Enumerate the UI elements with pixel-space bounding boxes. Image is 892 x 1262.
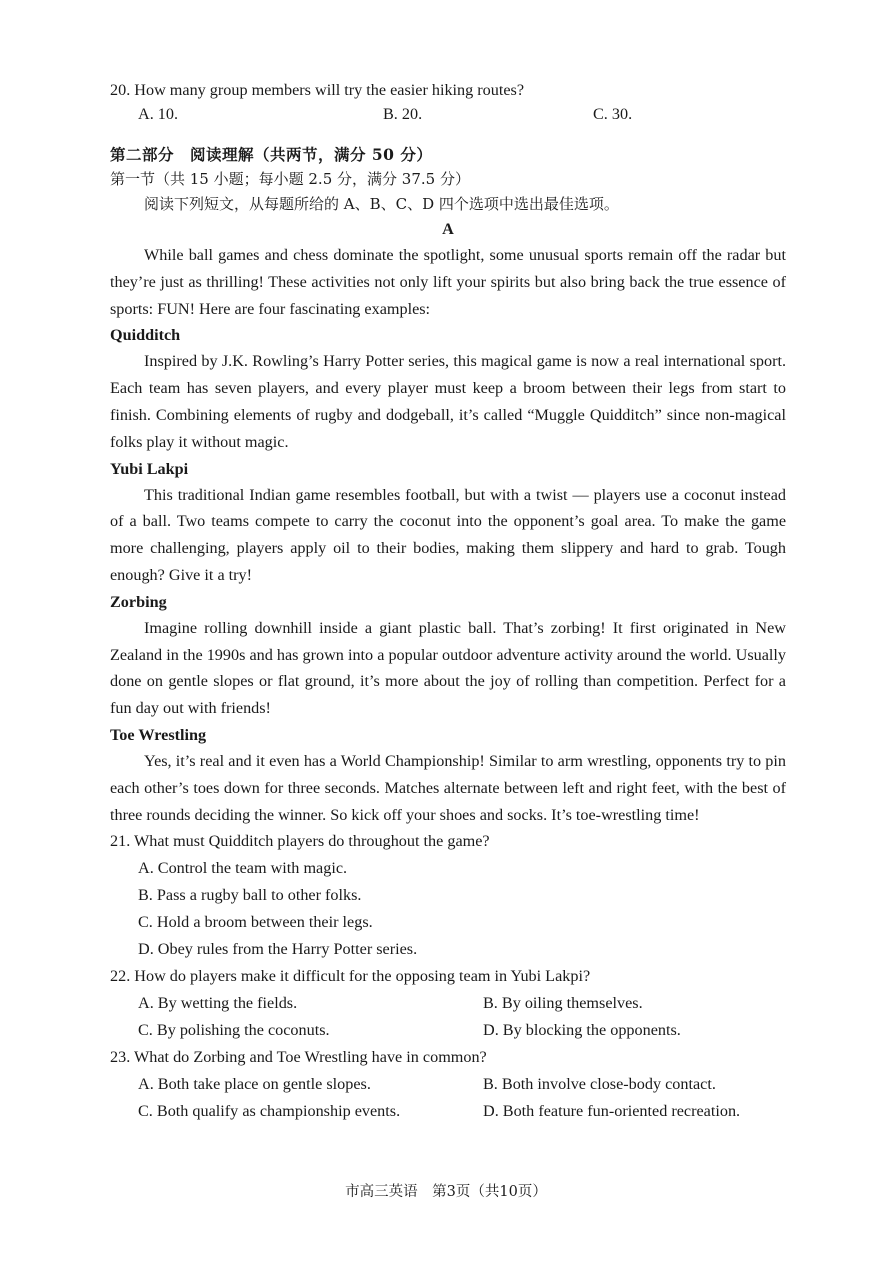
option-a: A. 10. — [138, 105, 179, 123]
question-23-options-row-1 — [110, 1071, 786, 1098]
section-title: 第二部分 阅读理解（共两节，满分 50 分） — [110, 145, 433, 164]
option-c: C. By polishing the coconuts. — [138, 1021, 330, 1040]
exam-page — [110, 78, 786, 1125]
sport-heading: Yubi Lakpi — [110, 459, 189, 478]
option-d: D. Both feature fun-oriented recreation. — [483, 1102, 741, 1121]
option-a: A. Control the team with magic. — [138, 859, 348, 878]
sport-paragraph: Inspired by J.K. Rowling’s Harry Potter series, this magical game is now a real international sport. Each team has seven players, and every player must keep a broom between their legs from start to finish. Combining elements of rugby and dodgeball, it’s called “Muggle Quidditch” since non-magical folks play it without magic. — [110, 352, 786, 451]
page-footer: 市高三英语 第3页（共10页） — [345, 1184, 547, 1200]
sport-heading: Zorbing — [110, 592, 167, 611]
option-a: A. By wetting the fields. — [138, 994, 298, 1013]
sport-paragraph: This traditional Indian game resembles football, but with a twist — players use a coconut instead of a ball. Two teams compete to carry the coconut into the opponent’s goal area. To make the game more challenging, players apply oil to their bodies, making them slippery and hard to grab. Tough enough? Give it a try! — [110, 485, 786, 584]
option-d: D. Obey rules from the Harry Potter series. — [138, 940, 418, 959]
option-b: B. By oiling themselves. — [483, 994, 643, 1013]
option-c: C. 30. — [593, 105, 633, 123]
question-23-options-row-2 — [110, 1098, 786, 1125]
question-22-options-row-2 — [110, 1017, 786, 1044]
section-instruction: 阅读下列短文，从每题所给的 A、B、C、D 四个选项中选出最佳选项。 — [144, 195, 619, 213]
option-a: A. Both take place on gentle slopes. — [138, 1075, 371, 1094]
question-23-stem: 23. What do Zorbing and Toe Wrestling have in common? — [110, 1048, 487, 1067]
sport-heading: Toe Wrestling — [110, 725, 207, 744]
question-21-stem: 21. What must Quidditch players do throughout the game? — [110, 832, 490, 851]
sport-heading: Quidditch — [110, 326, 181, 345]
option-b: B. Both involve close-body contact. — [483, 1075, 716, 1094]
sport-paragraph: Yes, it’s real and it even has a World Championship! Similar to arm wrestling, opponents try to pin each other’s toes down for three seconds. Matches alternate between left and right feet, with the best of three rounds deciding the winner. So kick off your shoes and socks. It’s toe-wrestling time! — [110, 751, 786, 824]
question-20-stem: 20. How many group members will try the easier hiking routes? — [110, 81, 525, 99]
option-b: B. 20. — [383, 105, 423, 123]
question-22-stem: 22. How do players make it difficult for the opposing team in Yubi Lakpi? — [110, 967, 591, 986]
passage-label: A — [442, 220, 454, 238]
passage-intro: While ball games and chess dominate the spotlight, some unusual sports remain off the radar but they’re just as thrilling! These activities not only lift your spirits but also bring back the true essence of sports: FUN! Here are four fascinating examples: — [110, 246, 786, 318]
section-subtitle: 第一节（共 15 小题；每小题 2.5 分，满分 37.5 分） — [110, 170, 470, 188]
question-20-options — [110, 102, 786, 126]
option-c: C. Both qualify as championship events. — [138, 1102, 401, 1121]
question-22-options-row-1 — [110, 990, 786, 1017]
option-b: B. Pass a rugby ball to other folks. — [138, 886, 362, 905]
sport-paragraph: Imagine rolling downhill inside a giant plastic ball. That’s zorbing! It first originated in New Zealand in the 1990s and has grown into a popular outdoor adventure activity around the world. Usually done on gentle slopes or flat ground, it’s more about the joy of rolling than competition. Perfect for a fun day out with friends! — [110, 618, 786, 718]
option-c: C. Hold a broom between their legs. — [138, 913, 373, 932]
option-d: D. By blocking the opponents. — [483, 1021, 681, 1040]
